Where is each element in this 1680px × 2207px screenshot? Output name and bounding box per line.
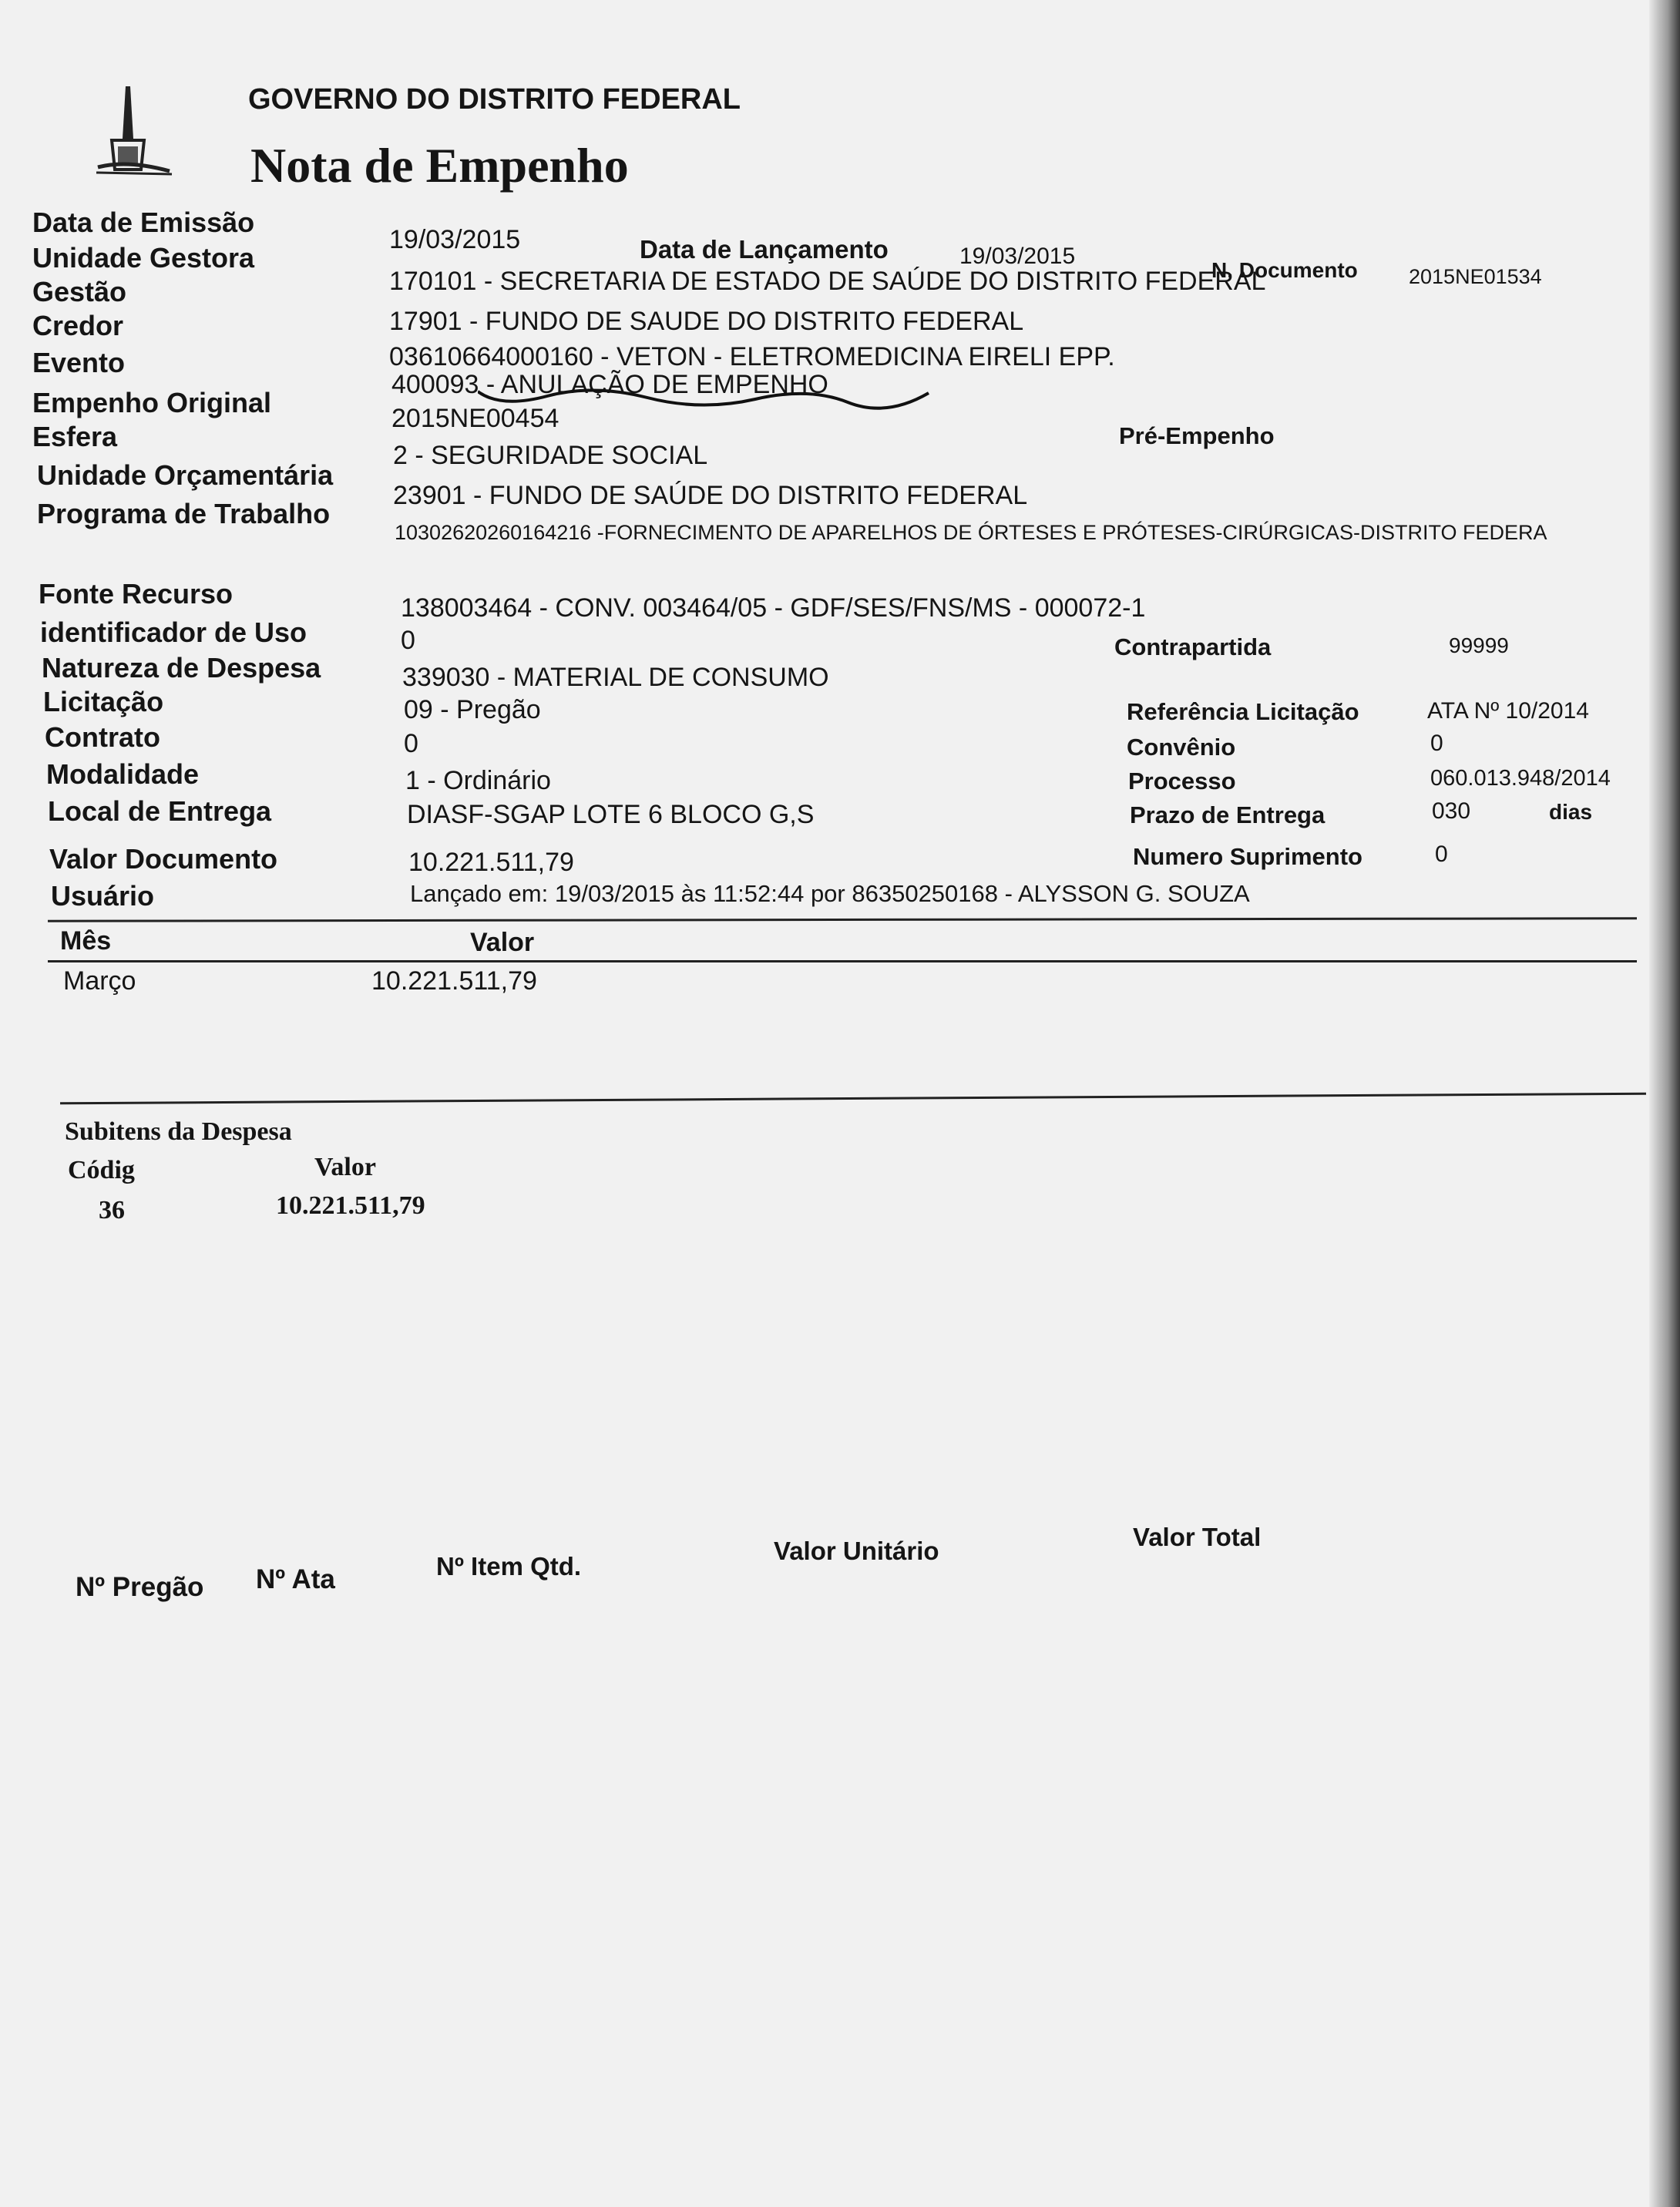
value-esfera: 2 - SEGURIDADE SOCIAL bbox=[393, 441, 708, 470]
value-processo: 060.013.948/2014 bbox=[1430, 766, 1611, 791]
value-data-emissao: 19/03/2015 bbox=[389, 225, 521, 254]
label-n-documento: N. Documento bbox=[1211, 258, 1358, 282]
month-table-header-valor: Valor bbox=[470, 928, 535, 957]
subitens-cell-codig: 36 bbox=[99, 1196, 125, 1224]
label-credor: Credor bbox=[32, 310, 124, 341]
label-pre-empenho: Pré-Empenho bbox=[1119, 422, 1275, 449]
label-convenio: Convênio bbox=[1127, 734, 1236, 761]
value-contrapartida: 99999 bbox=[1449, 633, 1509, 657]
label-valor-documento: Valor Documento bbox=[49, 843, 278, 875]
label-evento: Evento bbox=[32, 347, 126, 378]
value-valor-documento: 10.221.511,79 bbox=[408, 848, 574, 877]
label-data-lancamento: Data de Lançamento bbox=[640, 235, 889, 264]
unit-prazo-entrega: dias bbox=[1549, 800, 1593, 824]
items-header-pregao: Nº Pregão bbox=[76, 1572, 204, 1602]
label-modalidade: Modalidade bbox=[46, 758, 200, 790]
label-unidade-gestora: Unidade Gestora bbox=[32, 242, 255, 274]
label-data-emissao: Data de Emissão bbox=[32, 207, 255, 238]
label-usuario: Usuário bbox=[51, 880, 155, 912]
value-prazo-entrega: 030 bbox=[1432, 798, 1471, 824]
value-programa-trabalho: 10302620260164216 -FORNECIMENTO DE APARELHOS DE ÓRTESES E PRÓTESES-CIRÚRGICAS-DISTRITO FEDERA bbox=[395, 521, 1547, 544]
label-esfera: Esfera bbox=[32, 421, 118, 452]
label-gestao: Gestão bbox=[32, 276, 127, 307]
label-unidade-orcamentaria: Unidade Orçamentária bbox=[37, 459, 334, 491]
label-referencia-licitacao: Referência Licitação bbox=[1127, 698, 1359, 725]
value-local-entrega: DIASF-SGAP LOTE 6 BLOCO G,S bbox=[407, 800, 815, 829]
label-identificador-uso: identificador de Uso bbox=[40, 616, 307, 648]
value-usuario: Lançado em: 19/03/2015 às 11:52:44 por 86350250168 - ALYSSON G. SOUZA bbox=[410, 880, 1250, 907]
label-contrato: Contrato bbox=[45, 721, 160, 753]
label-prazo-entrega: Prazo de Entrega bbox=[1130, 801, 1326, 828]
subitens-title: Subitens da Despesa bbox=[65, 1117, 292, 1146]
value-unidade-orcamentaria: 23901 - FUNDO DE SAÚDE DO DISTRITO FEDERAL bbox=[393, 481, 1028, 510]
value-natureza-despesa: 339030 - MATERIAL DE CONSUMO bbox=[402, 663, 829, 692]
value-modalidade: 1 - Ordinário bbox=[405, 766, 551, 795]
value-data-lancamento: 19/03/2015 bbox=[959, 244, 1076, 269]
value-gestao: 17901 - FUNDO DE SAUDE DO DISTRITO FEDERAL bbox=[389, 307, 1024, 336]
org-name: GOVERNO DO DISTRITO FEDERAL bbox=[248, 83, 741, 116]
month-table-cell-valor: 10.221.511,79 bbox=[371, 966, 537, 996]
label-numero-suprimento: Numero Suprimento bbox=[1133, 843, 1362, 870]
subitens-header-codig: Códig bbox=[68, 1156, 135, 1184]
subitens-cell-valor: 10.221.511,79 bbox=[276, 1191, 425, 1220]
value-evento: 400093 - ANULAÇÃO DE EMPENHO bbox=[391, 370, 828, 399]
label-contrapartida: Contrapartida bbox=[1114, 633, 1272, 660]
gdf-brasao-icon bbox=[96, 86, 173, 186]
value-fonte-recurso: 138003464 - CONV. 003464/05 - GDF/SES/FNS/MS - 000072-1 bbox=[401, 593, 1146, 623]
label-programa-trabalho: Programa de Trabalho bbox=[37, 498, 331, 529]
label-empenho-original: Empenho Original bbox=[32, 387, 272, 418]
label-natureza-despesa: Natureza de Despesa bbox=[42, 652, 321, 684]
table-rule-top bbox=[48, 917, 1637, 922]
document-title: Nota de Empenho bbox=[250, 138, 629, 193]
table-rule-header bbox=[48, 960, 1637, 962]
label-licitacao: Licitação bbox=[43, 686, 164, 717]
label-fonte-recurso: Fonte Recurso bbox=[39, 578, 234, 610]
subitens-header-valor: Valor bbox=[314, 1153, 376, 1181]
items-header-item-qtd: Nº Item Qtd. bbox=[436, 1552, 582, 1581]
value-referencia-licitacao: ATA Nº 10/2014 bbox=[1427, 698, 1589, 724]
value-empenho-original: 2015NE00454 bbox=[391, 404, 559, 433]
value-numero-suprimento: 0 bbox=[1435, 841, 1448, 867]
value-credor: 03610664000160 - VETON - ELETROMEDICINA EIRELI EPP. bbox=[389, 342, 1115, 371]
value-unidade-gestora: 170101 - SECRETARIA DE ESTADO DE SAÚDE DO DISTRITO FEDERAL bbox=[389, 267, 1266, 296]
value-contrato: 0 bbox=[404, 729, 418, 758]
value-n-documento: 2015NE01534 bbox=[1409, 265, 1542, 288]
label-processo: Processo bbox=[1128, 768, 1236, 794]
page-edge-shadow bbox=[1649, 0, 1680, 2207]
month-table-cell-mes: Março bbox=[63, 966, 136, 996]
value-convenio: 0 bbox=[1430, 731, 1443, 756]
month-table-header-mes: Mês bbox=[60, 926, 112, 956]
value-identificador-uso: 0 bbox=[401, 626, 415, 655]
value-licitacao: 09 - Pregão bbox=[404, 695, 541, 724]
items-header-valor-unitario: Valor Unitário bbox=[774, 1537, 939, 1565]
items-header-valor-total: Valor Total bbox=[1133, 1523, 1262, 1551]
items-header-ata: Nº Ata bbox=[256, 1564, 335, 1594]
label-local-entrega: Local de Entrega bbox=[48, 795, 272, 827]
table-rule-bottom bbox=[60, 1093, 1646, 1105]
